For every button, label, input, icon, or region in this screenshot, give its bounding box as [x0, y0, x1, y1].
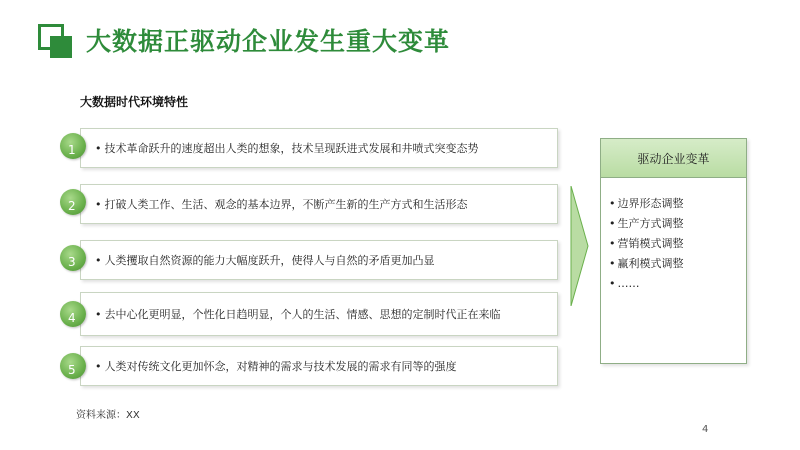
arrow-right-icon [569, 186, 589, 306]
panel-item: • 赢利模式调整 [609, 257, 684, 270]
section-subtitle: 大数据时代环境特性 [80, 95, 189, 109]
number-circle: 3 [60, 245, 86, 271]
page-title: 大数据正驱动企业发生重大变革 [86, 27, 451, 56]
bullet-icon: • [95, 253, 102, 267]
logo-icon [38, 24, 72, 58]
list-item [80, 346, 558, 386]
change-panel [600, 138, 747, 364]
panel-title: 驱动企业变革 [601, 139, 746, 178]
item-text: 打破人类工作、生活、观念的基本边界，不断产生新的生产方式和生活形态 [104, 197, 468, 211]
list-item [80, 240, 558, 280]
bullet-icon: • [95, 197, 102, 211]
number-circle: 4 [60, 301, 86, 327]
list-item [80, 292, 558, 336]
item-text: • 去中心化更明显，个性化日趋明显，个人的生活、情感、思想的定制时代正在来临 [95, 307, 501, 321]
panel-item: • …… [609, 277, 640, 290]
list-item [80, 184, 558, 224]
bullet-icon: • [95, 307, 102, 321]
panel-item: • 生产方式调整 [609, 217, 684, 230]
list-item [80, 128, 558, 168]
number-circle: 5 [60, 353, 86, 379]
source-note: 资料来源：XX [76, 410, 140, 421]
bullet-icon: • [95, 359, 102, 373]
panel-item: • 营销模式调整 [609, 237, 684, 250]
page-number: 4 [702, 424, 709, 435]
item-text: 技术革命跃升的速度超出人类的想象，技术呈现跃进式发展和井喷式突变态势 [104, 141, 479, 155]
item-text: 人类对传统文化更加怀念，对精神的需求与技术发展的需求有同等的强度 [104, 359, 457, 373]
number-circle: 2 [60, 189, 86, 215]
panel-list [609, 194, 684, 294]
panel-item: • 边界形态调整 [609, 197, 684, 210]
bullet-icon: • [95, 141, 102, 155]
number-circle: 1 [60, 133, 86, 159]
item-text: 人类攫取自然资源的能力大幅度跃升，使得人与自然的矛盾更加凸显 [104, 253, 435, 267]
